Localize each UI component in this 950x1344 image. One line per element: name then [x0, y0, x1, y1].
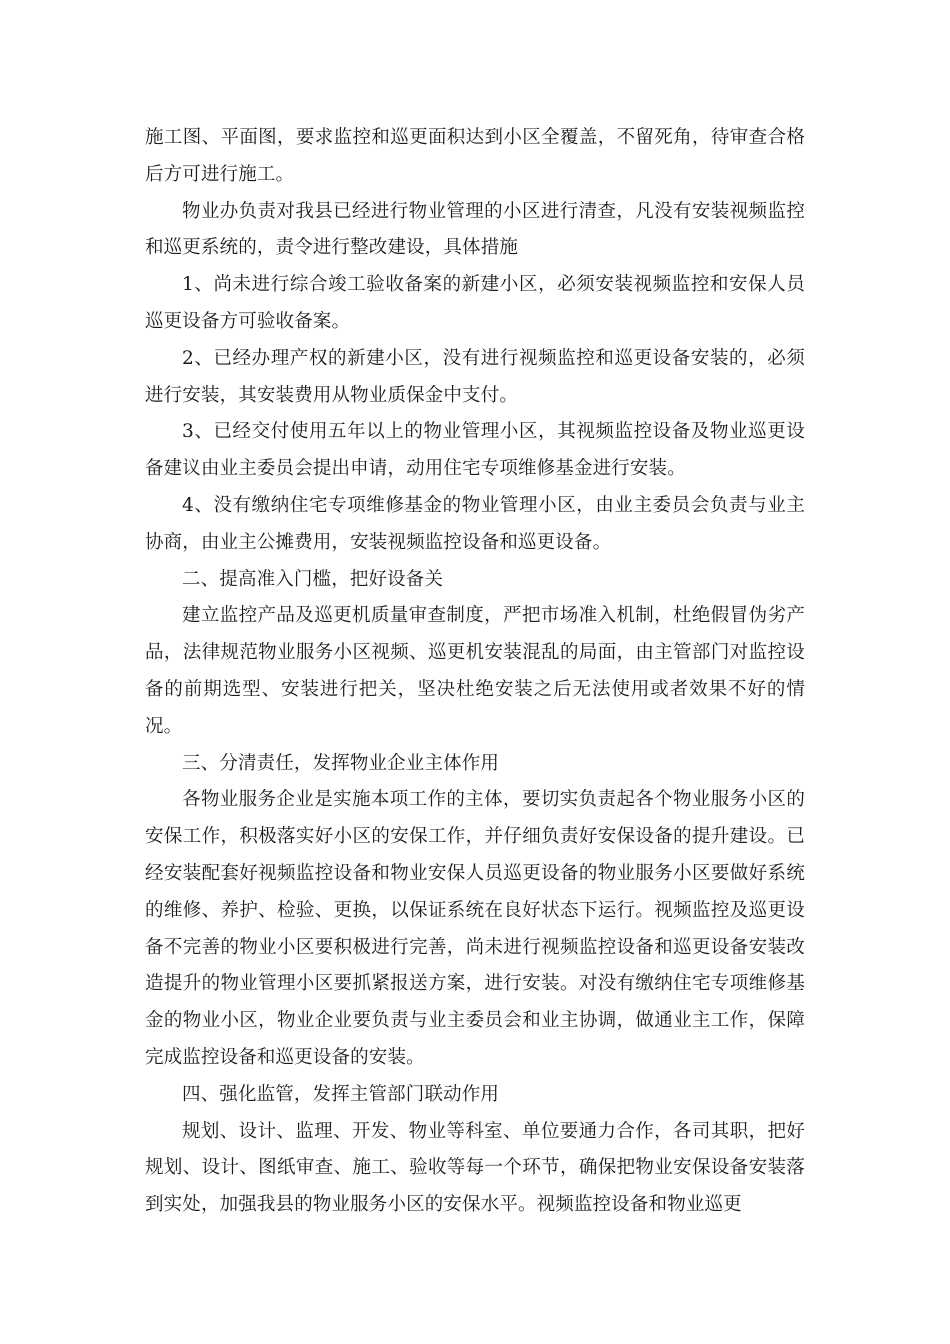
paragraph-continued: 施工图、平面图，要求监控和巡更面积达到小区全覆盖，不留死角，待审查合格后方可进行施工。 [145, 127, 805, 185]
paragraph: 建立监控产品及巡更机质量审查制度，严把市场准入机制，杜绝假冒伪劣产品，法律规范物业服务小区视频、巡更机安装混乱的局面，由主管部门对监控设备的前期选型、安装进行把关，坚决杜绝安装之后无法使用或者效果不好的情况。 [145, 605, 805, 737]
paragraph: 规划、设计、监理、开发、物业等科室、单位要通力合作，各司其职，把好规划、设计、图纸审查、施工、验收等每一个环节，确保把物业安保设备安装落到实处，加强我县的物业服务小区的安保水平。视频监控设备和物业巡更 [145, 1120, 805, 1216]
paragraph: 物业办负责对我县已经进行物业管理的小区进行清查，凡没有安装视频监控和巡更系统的，责令进行整改建设，具体措施 [145, 200, 805, 259]
section-heading: 三、分清责任，发挥物业企业主体作用 [182, 752, 500, 774]
list-item: 2、已经办理产权的新建小区，没有进行视频监控和巡更设备安装的，必须进行安装，其安装费用从物业质保金中支付。 [145, 347, 805, 406]
section-heading: 四、强化监管，发挥主管部门联动作用 [182, 1083, 500, 1105]
paragraph: 各物业服务企业是实施本项工作的主体，要切实负责起各个物业服务小区的安保工作，积极落实好小区的安保工作，并仔细负责好安保设备的提升建设。已经安装配套好视频监控设备和物业安保人员巡更设备的物业服务小区要做好系统的维修、养护、检验、更换，以保证系统在良好状态下运行。视频监控及巡更设备不完善的物业小区要积极进行完善，尚未进行视频监控设备和巡更设备安装改造提升的物业管理小区要抓紧报送方案，进行安装。对没有缴纳住宅专项维修基金的物业小区，物业企业要负责与业主委员会和业主协调，做通业主工作，保障完成监控设备和巡更设备的安装。 [145, 789, 805, 1068]
list-item: 3、已经交付使用五年以上的物业管理小区，其视频监控设备及物业巡更设备建议由业主委员会提出申请，动用住宅专项维修基金进行安装。 [145, 421, 805, 480]
document-body [145, 120, 805, 1224]
list-item: 1、尚未进行综合竣工验收备案的新建小区，必须安装视频监控和安保人员巡更设备方可验收备案。 [145, 274, 805, 332]
list-item: 4、没有缴纳住宅专项维修基金的物业管理小区，由业主委员会负责与业主协商，由业主公摊费用，安装视频监控设备和巡更设备。 [145, 494, 805, 553]
section-heading: 二、提高准入门槛，把好设备关 [182, 568, 444, 590]
